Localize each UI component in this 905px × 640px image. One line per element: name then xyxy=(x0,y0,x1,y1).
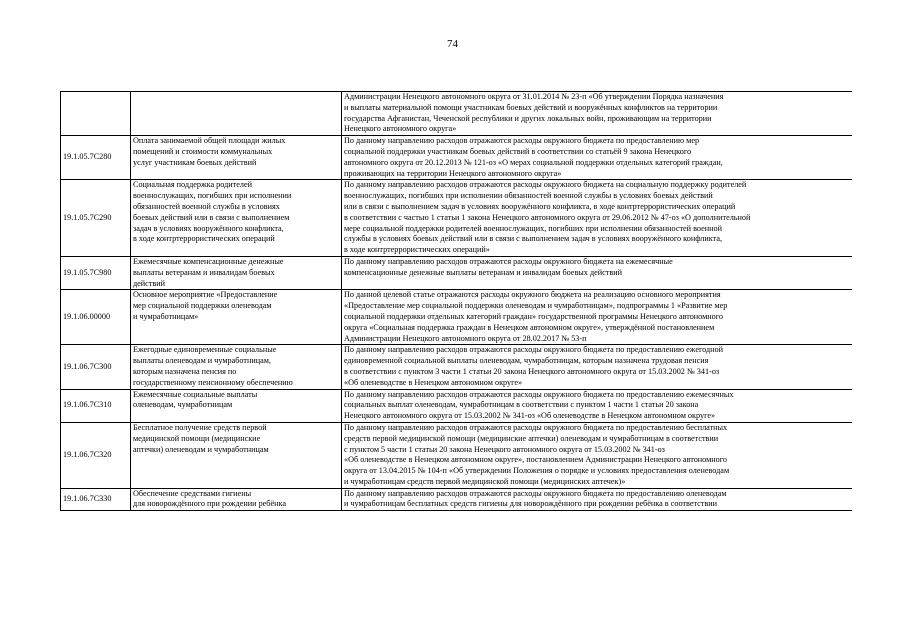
target-article-code: 19.1.06.00000 xyxy=(61,290,131,345)
budget-classification-table xyxy=(60,91,852,511)
page-number: 74 xyxy=(447,38,458,50)
target-article-code: 19.1.05.7С290 xyxy=(61,180,131,257)
table-row xyxy=(61,290,853,345)
table-row xyxy=(61,136,853,180)
target-article-code: 19.1.06.7С300 xyxy=(61,345,131,389)
target-article-name: Обеспечение средствами гигиены для новорождённого при рождении ребёнка xyxy=(131,488,342,511)
target-article-description: По данному направлению расходов отражаются расходы окружного бюджета по предоставлению мер социальной поддержки участникам боевых действий в соответствии со статьёй 9 закона Ненецкого автономного округа от 20.12.2013 № 121-оз «О мерах социальной поддержки отдельных категорий граждан, проживающих на территории Ненецкого автономного округа» xyxy=(342,136,853,180)
target-article-name: Основное мероприятие «Предоставление мер социальной поддержки оленеводам и чумработницам» xyxy=(131,290,342,345)
target-article-code: 19.1.06.7С330 xyxy=(61,488,131,511)
target-article-name xyxy=(131,92,342,136)
table-row xyxy=(61,345,853,389)
target-article-description: По данной целевой статье отражаются расходы окружного бюджета на реализацию основного мероприятия «Предоставление мер социальной поддержки оленеводам и чумработницам», подпрограммы 1 «Развитие мер социальной поддержки отдельных категорий граждан» государственной программы Ненецкого автономного округа «Социальная поддержка граждан в Ненецком автономном округе», утверждённой постановлением Администрации Ненецкого автономного округа от 28.02.2017 № 53-п xyxy=(342,290,853,345)
target-article-code: 19.1.06.7С320 xyxy=(61,422,131,488)
target-article-name: Оплата занимаемой общей площади жилых помещений и стоимости коммунальных услуг участникам боевых действий xyxy=(131,136,342,180)
target-article-code: 19.1.05.7С280 xyxy=(61,136,131,180)
table-row xyxy=(61,488,853,511)
target-article-description: По данному направлению расходов отражаются расходы окружного бюджета на ежемесячные компенсационные денежные выплаты ветеранам и инвалидам боевых действий xyxy=(342,256,853,289)
target-article-name: Ежемесячные социальные выплаты оленеводам, чумработницам xyxy=(131,389,342,422)
table-row xyxy=(61,422,853,488)
table-row xyxy=(61,180,853,257)
target-article-name: Ежемесячные компенсационные денежные выплаты ветеранам и инвалидам боевых действий xyxy=(131,256,342,289)
target-article-name: Бесплатное получение средств первой медицинской помощи (медицинские аптечки) оленеводам и чумработницам xyxy=(131,422,342,488)
target-article-name: Ежегодные единовременные социальные выплаты оленеводам и чумработницам, которым назначена пенсия по государственному пенсионному обеспечению xyxy=(131,345,342,389)
target-article-description: По данному направлению расходов отражаются расходы окружного бюджета по предоставлению ежегодной единовременной социальной выплаты оленеводам, чумработницам, которым назначена трудовая пенсия в соответствии с пунктом 3 части 1 статьи 20 закона Ненецкого автономного округа от 15.03.2002 № 341-оз «Об оленеводстве в Ненецком автономном округе» xyxy=(342,345,853,389)
target-article-description: По данному направлению расходов отражаются расходы окружного бюджета по предоставлению бесплатных средств первой медицинской помощи (медицинские аптечки) оленеводам и чумработницам в соответствии с пунктом 5 части 1 статьи 20 закона Ненецкого автономного округа от 15.03.2002 № 341-оз «Об оленеводстве в Ненецком автономном округе», постановлением Администрации Ненецкого автономного округа от 13.04.2015 № 104-п «Об утверждении Положения о порядке и условиях предоставления оленеводам и чумработницам средств первой медицинской помощи (медицинских аптечек)» xyxy=(342,422,853,488)
target-article-name: Социальная поддержка родителей военнослужащих, погибших при исполнении обязанностей военной службы в условиях боевых действий или в связи с выполнением задач в условиях вооружённого конфликта, в ходе контртеррористических операций xyxy=(131,180,342,257)
table-row xyxy=(61,389,853,422)
budget-classification-table-wrap xyxy=(60,91,852,640)
target-article-code: 19.1.05.7С980 xyxy=(61,256,131,289)
table-row xyxy=(61,256,853,289)
target-article-description: По данному направлению расходов отражаются расходы окружного бюджета на социальную поддержку родителей военнослужащих, погибших при исполнении обязанностей военной службы в условиях боевых действий или в связи с выполнением задач в условиях вооружённого конфликта, в ходе контртеррористических операций в соответствии с частью 1 статьи 1 закона Ненецкого автономного округа от 29.06.2012 № 47-оз «О дополнительной мере социальной поддержки родителей военнослужащих, погибших при исполнении обязанностей военной службы в условиях боевых действий или в связи с выполнением задач в условиях вооружённого конфликта, в ходе контртеррористических операций» xyxy=(342,180,853,257)
target-article-code: 19.1.06.7С310 xyxy=(61,389,131,422)
target-article-description: По данному направлению расходов отражаются расходы окружного бюджета по предоставлению ежемесячных социальных выплат оленеводам, чумработницам в соответствии с пунктом 1 части 1 статьи 20 закона Ненецкого автономного округа от 15.03.2002 № 341-оз «Об оленеводстве в Ненецком автономном округе» xyxy=(342,389,853,422)
target-article-code xyxy=(61,92,131,136)
target-article-description: По данному направлению расходов отражаются расходы окружного бюджета по предоставлению оленеводам и чумработницам бесплатных средств гигиены для новорождённого при рождении ребёнка в соответствии xyxy=(342,488,853,511)
target-article-description: Администрации Ненецкого автономного округа от 31.01.2014 № 23-п «Об утверждении Порядка назначения и выплаты материальной помощи участникам боевых действий и вооружённых конфликтов на территории государства Афганистан, Чеченской республики и других локальных войн, проживающим на территории Ненецкого автономного округа» xyxy=(342,92,853,136)
table-row xyxy=(61,92,853,136)
